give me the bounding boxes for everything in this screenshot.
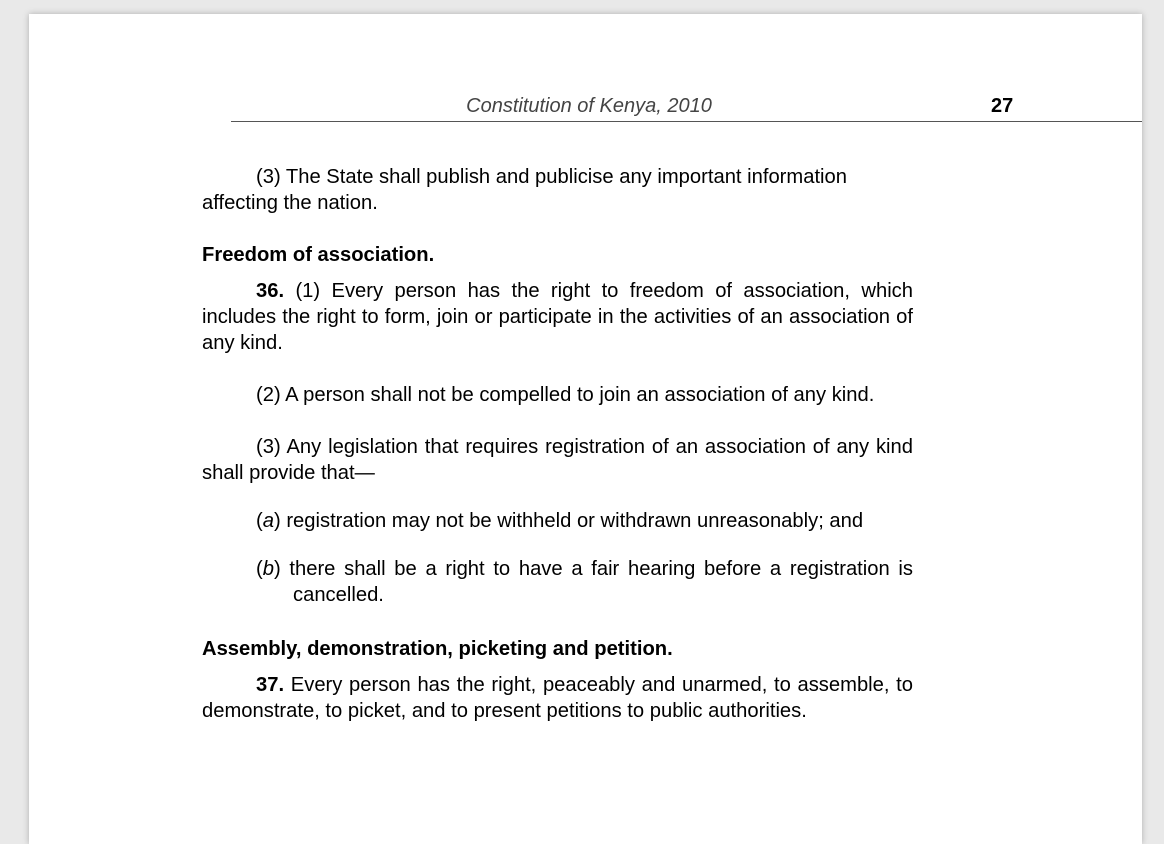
article-35-clause-3: (3) The State shall publish and publicise any important information affecting the nation. — [202, 166, 847, 214]
heading-assembly-demonstration: Assembly, demonstration, picketing and petition. — [202, 638, 673, 660]
article-36-clause-2: (2) A person shall not be compelled to join an association of any kind. — [256, 384, 875, 406]
item-b-label: b — [262, 558, 274, 580]
article-36-number: 36. — [256, 280, 285, 302]
heading-freedom-of-association: Freedom of association. — [202, 244, 435, 266]
article-37-number: 37. — [256, 674, 285, 696]
article-36-item-a: (a) registration may not be withheld or withdrawn unreasonably; and — [256, 510, 864, 532]
article-37 — [202, 672, 913, 724]
article-37-text: Every person has the right, peaceably and unarmed, to assemble, to demonstrate, to picket, and to present petitions to public authorities. — [202, 674, 914, 722]
item-a-label: a — [262, 510, 274, 532]
running-title: Constitution of Kenya, 2010 — [466, 95, 712, 117]
page-number: 27 — [991, 95, 1014, 117]
item-b-text: there shall be a right to have a fair hearing before a registration is cancelled. — [289, 558, 913, 606]
page-header — [231, 95, 1142, 122]
page-content — [202, 164, 913, 724]
article-36-clause-1-text: (1) Every person has the right to freedom of association, which includes the right to form, join or participate in the activities of an association of any kind. — [202, 280, 913, 354]
item-a-text: registration may not be withheld or withdrawn unreasonably; and — [286, 510, 864, 532]
article-36-clause-3: (3) Any legislation that requires registration of an association of any kind shall provide that— — [202, 436, 913, 484]
article-36-item-b: (b) there shall be a right to have a fair hearing before a registration is cancelled. — [256, 558, 913, 606]
article-36-clause-1 — [202, 278, 913, 356]
